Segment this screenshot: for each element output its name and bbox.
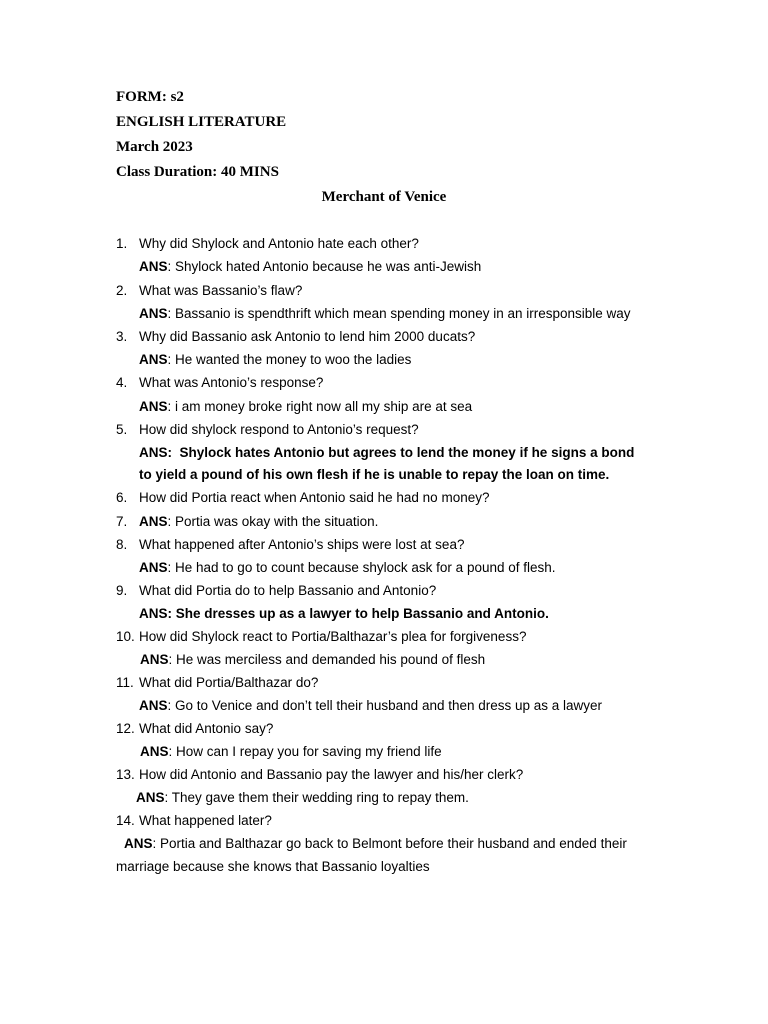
question-text: Why did Shylock and Antonio hate each other?	[139, 236, 419, 251]
ans-label: ANS	[139, 514, 168, 529]
question-number: 7.	[116, 514, 128, 529]
form-label: FORM: s2	[116, 89, 184, 105]
ans-label: ANS	[139, 306, 168, 321]
duration-label: Class Duration: 40 MINS	[116, 164, 279, 180]
answer-body: Shylock hates Antonio but agrees to lend the money if he signs a bond	[179, 445, 635, 460]
answer-text: ANS: She dresses up as a lawyer to help Bassanio and Antonio.	[139, 606, 549, 621]
date-label: March 2023	[116, 139, 193, 155]
question-text: Why did Bassanio ask Antonio to lend him 2000 ducats?	[139, 329, 476, 344]
ans-label: ANS	[139, 259, 168, 274]
question-number: 3.	[116, 329, 128, 344]
question-text: What did Portia do to help Bassanio and Antonio?	[139, 583, 437, 598]
answer-body: : How can I repay you for saving my friend life	[168, 744, 442, 759]
answer-body: : Shylock hated Antonio because he was anti-Jewish	[167, 259, 482, 274]
answer-body: : Bassanio is spendthrift which mean spending money in an irresponsible way	[167, 306, 631, 321]
answer-body: : He had to go to count because shylock ask for a pound of flesh.	[167, 560, 556, 575]
answer-body: : Go to Venice and don’t tell their husband and then dress up as a lawyer	[167, 698, 603, 713]
question-number: 6.	[116, 490, 128, 505]
question-number: 13.	[116, 767, 135, 782]
question-number: 4.	[116, 375, 128, 390]
answer-text-continued: to yield a pound of his own flesh if he is unable to repay the loan on time.	[139, 467, 610, 482]
answer-text	[124, 835, 627, 853]
question-number: 11.	[116, 675, 134, 690]
answer-body: : He wanted the money to woo the ladies	[167, 352, 412, 367]
answer-text	[136, 789, 469, 807]
question-text: What happened later?	[139, 813, 272, 828]
answer-text	[139, 444, 634, 462]
question-number: 8.	[116, 537, 128, 552]
question-text: How did Portia react when Antonio said he had no money?	[139, 490, 490, 505]
question-text: How did Shylock react to Portia/Balthazar’s plea for forgiveness?	[139, 629, 527, 644]
question-text: What did Portia/Balthazar do?	[139, 675, 319, 690]
ans-label: ANS	[140, 652, 169, 667]
ans-label: ANS	[139, 399, 168, 414]
answer-text-continued: marriage because she knows that Bassanio loyalties	[116, 859, 430, 874]
question-number: 5.	[116, 422, 128, 437]
answer-body: : Portia and Balthazar go back to Belmont before their husband and ended their	[152, 836, 627, 851]
answer-text	[140, 651, 485, 669]
answer-text	[139, 305, 631, 323]
answer-text	[139, 697, 602, 715]
answer-text	[139, 351, 411, 369]
question-text: What did Antonio say?	[139, 721, 274, 736]
question-text: What was Antonio’s response?	[139, 375, 324, 390]
ans-label: ANS	[139, 560, 168, 575]
question-text: What was Bassanio’s flaw?	[139, 283, 303, 298]
answer-text	[140, 743, 442, 761]
question-text: How did shylock respond to Antonio’s request?	[139, 422, 419, 437]
answer-text	[139, 559, 556, 577]
answer-text	[139, 398, 472, 416]
subject-label: ENGLISH LITERATURE	[116, 114, 287, 130]
ans-label: ANS	[139, 698, 168, 713]
answer-body: : Portia was okay with the situation.	[167, 514, 379, 529]
question-number: 2.	[116, 283, 128, 298]
answer-text	[139, 258, 481, 276]
ans-label: ANS	[136, 790, 165, 805]
ans-label: ANS:	[139, 445, 172, 460]
question-number: 10.	[116, 629, 135, 644]
question-text: How did Antonio and Bassanio pay the lawyer and his/her clerk?	[139, 767, 524, 782]
answer-body: : He was merciless and demanded his pound of flesh	[168, 652, 486, 667]
ans-label: ANS	[139, 352, 168, 367]
question-number: 12.	[116, 721, 135, 736]
question-number: 1.	[116, 236, 128, 251]
question-number: 14.	[116, 813, 135, 828]
question-text: What happened after Antonio’s ships were lost at sea?	[139, 537, 465, 552]
ans-label: ANS	[124, 836, 153, 851]
answer-body: : They gave them their wedding ring to repay them.	[164, 790, 469, 805]
ans-label: ANS	[140, 744, 169, 759]
question-number: 9.	[116, 583, 128, 598]
answer-text	[139, 513, 378, 531]
answer-body: : i am money broke right now all my ship are at sea	[167, 399, 473, 414]
document-title: Merchant of Venice	[321, 189, 447, 205]
